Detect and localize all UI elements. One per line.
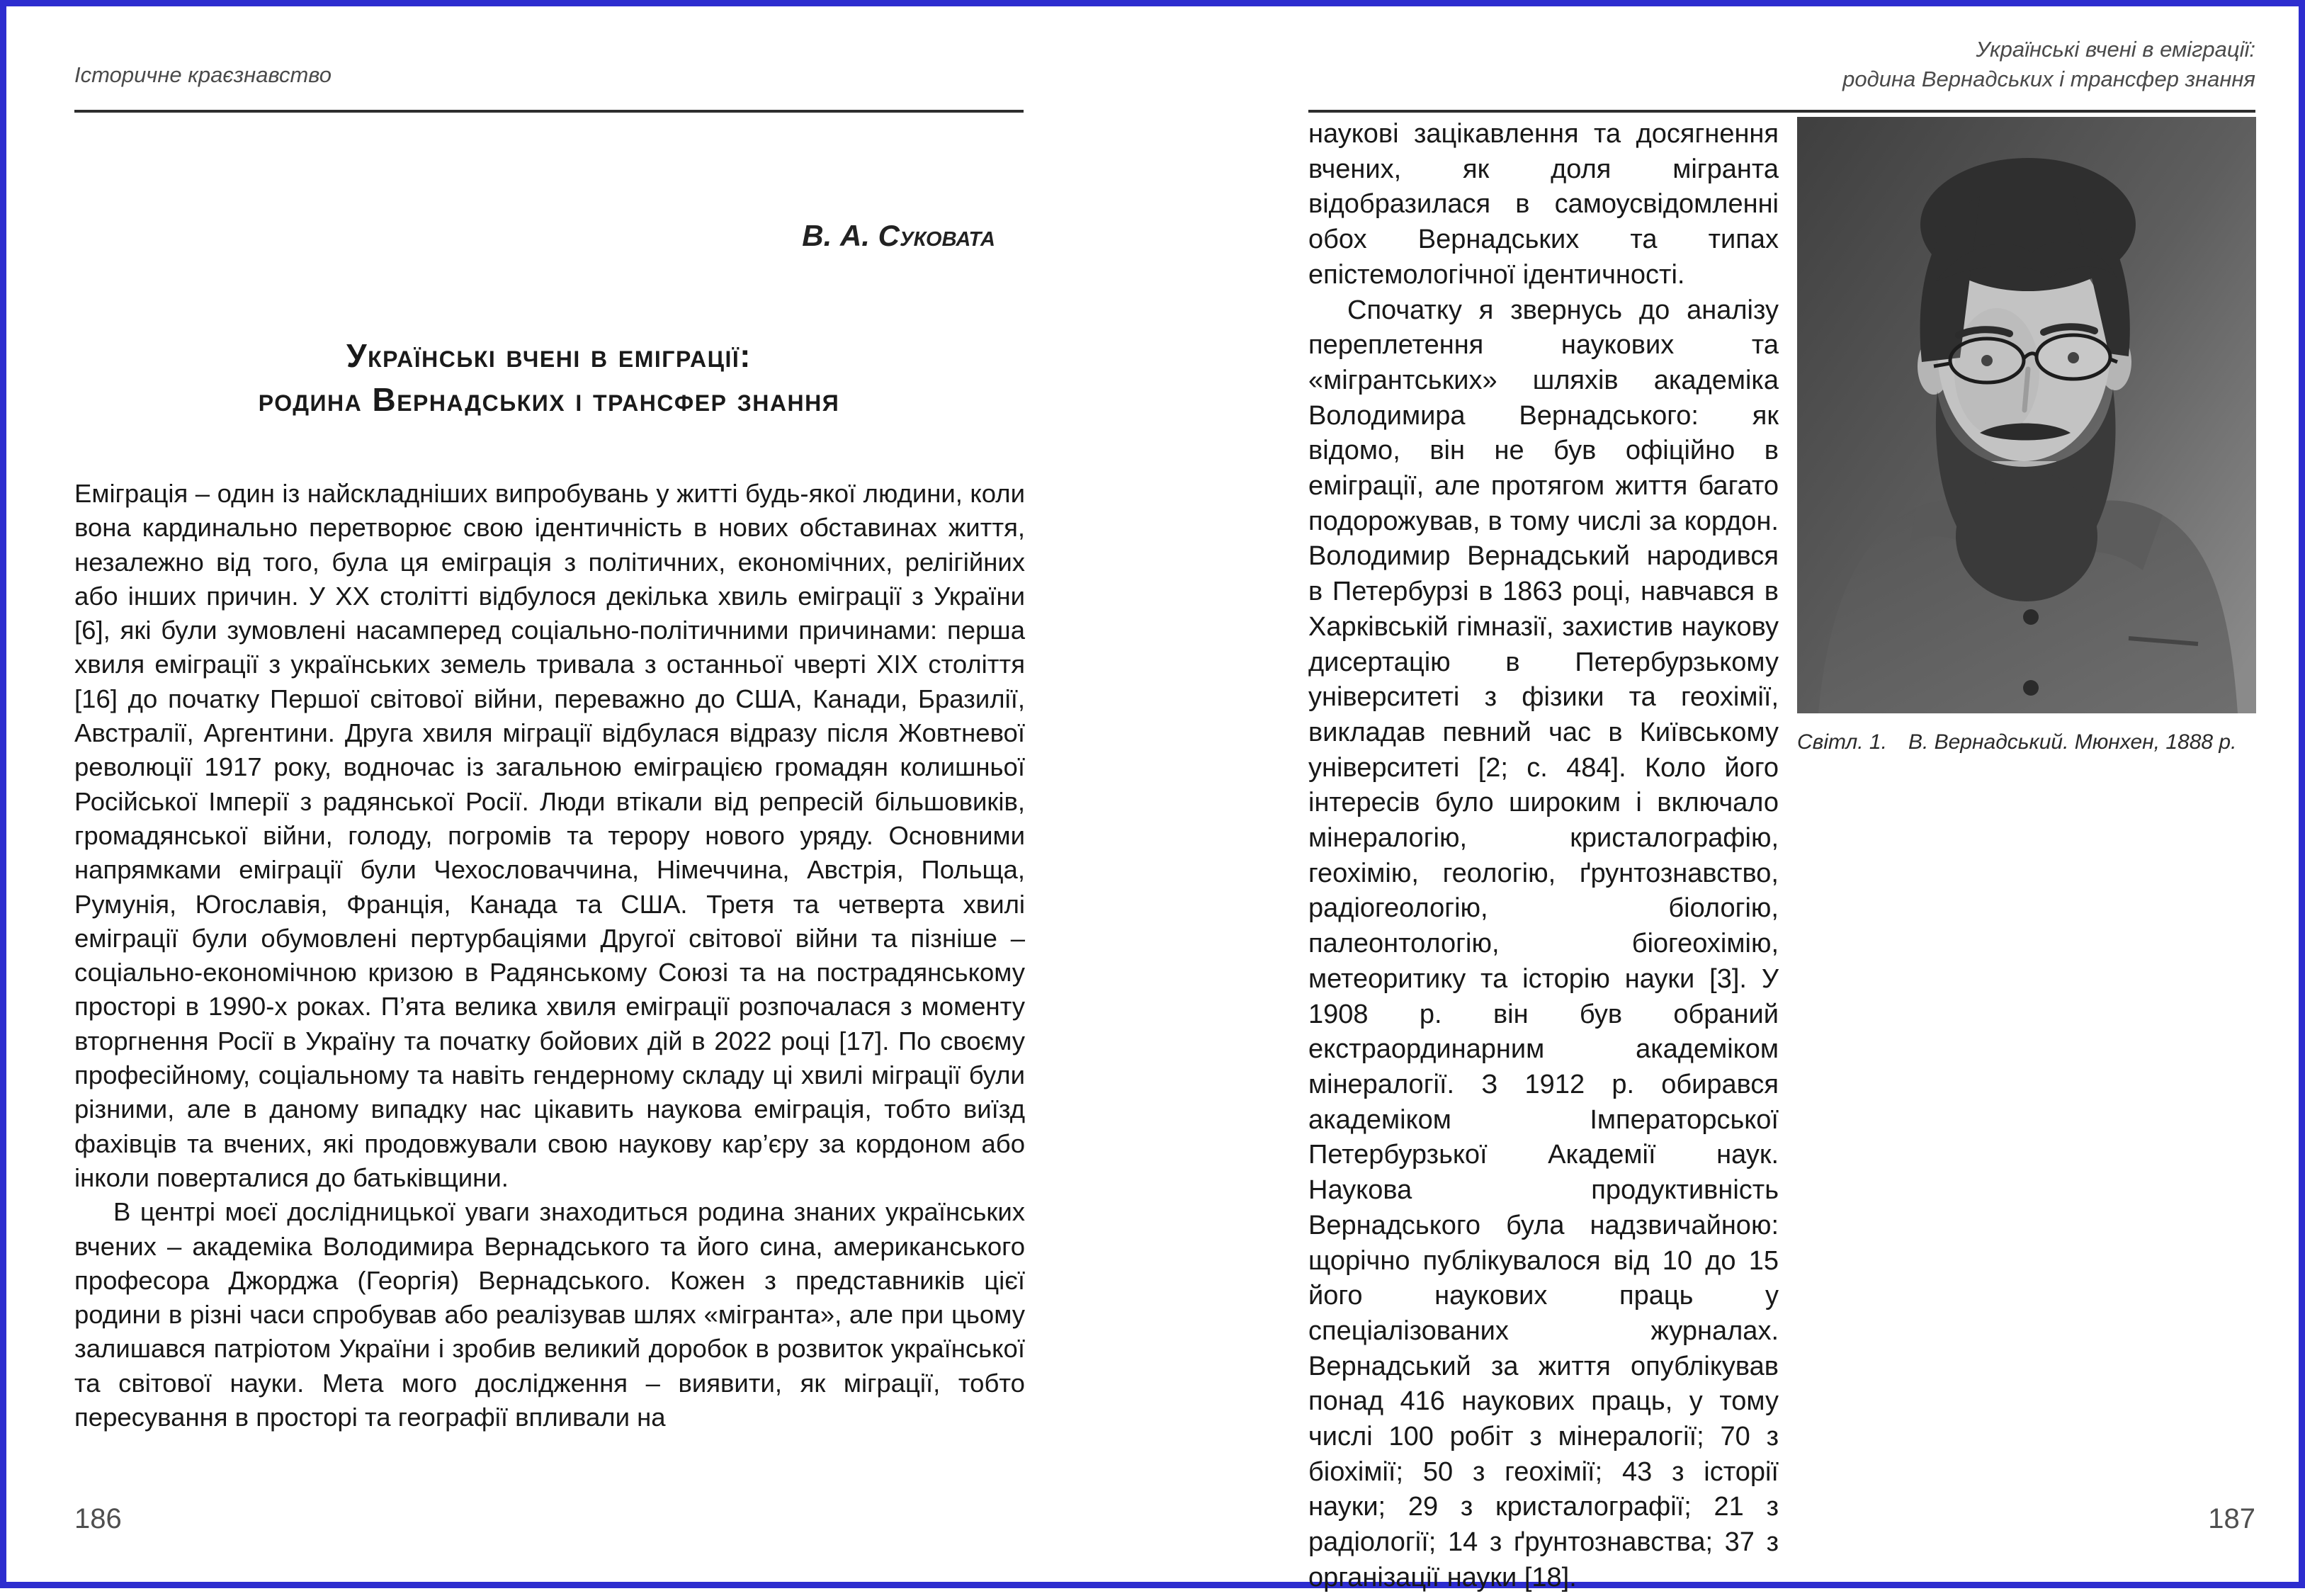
article-title-line2: родина Вернадських і трансфер знання bbox=[258, 381, 840, 418]
paragraph-research-focus: В центрі моєї дослідницької уваги знаходиться родина знаних українських вчених – академіка Володимира Вернадського та його сина, американського професора Джорджа (Георгія) Вернадського. Кожен з представників цієї родини в різні часи спробував або реалізував шлях «мігранта», але при цьому залишався патріотом України і зробив великий доробок в розвиток української та світової науки. Мета мого дослідження – виявити, як міграції, тобто пересування в просторі та географії впливали на bbox=[74, 1197, 1025, 1432]
paragraph-continuation: наукові зацікавлення та досягнення вчених, як доля мігранта відобразилася в самоусвідомленні обох Вернадських та типах епістемологічної ідентичності. bbox=[1308, 119, 1779, 290]
running-header-right bbox=[1842, 35, 2255, 94]
author-name: В. А. Суковата bbox=[802, 219, 995, 252]
running-header-right-line2: родина Вернадських і трансфер знання bbox=[1842, 67, 2255, 91]
page-right bbox=[1159, 6, 2305, 1592]
vernadsky-portrait-photo bbox=[1797, 117, 2256, 713]
header-rule-left bbox=[74, 110, 1024, 113]
figure-vernadsky bbox=[1797, 117, 2256, 754]
figure-caption bbox=[1797, 730, 2256, 754]
running-header-right-line1: Українські вчені в еміграції: bbox=[1976, 37, 2255, 62]
body-text-right bbox=[1308, 117, 1779, 1596]
header-rule-right bbox=[1308, 110, 2255, 113]
paragraph-vernadsky-bio: Спочатку я звернусь до аналізу переплетення наукових та «мігрантських» шляхів академіка Володимира Вернадського: як відомо, він не був офіційно в еміграції, але протягом життя багато подорожував, в тому числі за кордон. Володимир Вернадський народився в Петербурзі в 1863 році, навчався в Харківській гімназії, захистив наукову дисертацію в Петербурзькому університеті з фізики та геохімії, викладав певний час в Київському університеті [2; с. 484]. Коло його інтересів було широким і включало мінералогію, кристалографію, геохімію, геологію, ґрунтознавство, радіогеологію, біологію, палеонтологію, біогеохімію, метеоритику та історію науки [3]. У 1908 р. він був обраний екстраординарним академіком мінералогії. З 1912 р. обирався академіком Імператорської Петербурзької Академії наук. Наукова продуктивність Вернадського була надзвичайною: щорічно публікувалося від 10 до 15 його наукових праць у спеціалізованих журналах. Вернадський за життя опублікував понад 416 наукових праць, у тому числі 100 робіт з мінералогії; 70 з біохімії; 50 з геохімії; 43 з історії науки; 29 з кристалографії; 21 з радіології; 14 з ґрунтознавства; 37 з організації науки [18]. bbox=[1308, 295, 1779, 1592]
body-text-left bbox=[74, 477, 1025, 1434]
page-number-left: 186 bbox=[74, 1503, 122, 1534]
running-header-left: Історичне краєзнавство bbox=[74, 62, 332, 87]
page-left bbox=[6, 6, 1159, 1582]
article-title-line1: Українські вчені в еміграції: bbox=[346, 337, 752, 374]
page-number-right: 187 bbox=[2208, 1503, 2255, 1534]
figure-caption-label: Світл. 1. bbox=[1797, 730, 1887, 754]
paragraph-intro: Еміграція – один із найскладніших випробувань у житті будь-якої людини, коли вона кардинально перетворює свою ідентичність в нових обставинах життя, незалежно від того, була ця еміграція з політичних, економічних, релігійних або інших причин. У ХХ столітті відбулося декілька хвиль еміграції з України [6], які були зумовлені насамперед соціально-політичними причинами: перша хвиля еміграції з українських земель тривала з останньої чверті ХІХ століття [16] до початку Першої світової війни, переважно до США, Канади, Бразилії, Австралії, Аргентини. Друга хвиля міграції відбулася відразу після Жовтневої революції 1917 року, водночас із загальною еміграцією громадян колишньої Російської Імперії з радянської Росії. Люди втікали від репресій більшовиків, громадянської війни, голоду, погромів та терору нового уряду. Основними напрямками еміграції були Чехословаччина, Німеччина, Австрія, Польща, Румунія, Югославія, Франція, Канада та США. Третя та четверта хвилі еміграції були обумовлені пертурбаціями Другої світової війни та пізніше – соціально-економічною кризою в Радянському Союзі та на пострадянському просторі в 1990-х роках. П’ята велика хвиля еміграції розпочалася з моменту вторгнення Росії в Україну та початку бойових дій в 2022 році [17]. По своєму професійному, соціальному та навіть гендерному складу ці хвилі міграції були різними, але в даному випадку нас цікавить наукова еміграція, тобто виїзд фахівців та вчених, які продовжували свою наукову кар’єру за кордоном або інколи поверталися до батьківщини. bbox=[74, 479, 1025, 1192]
article-title bbox=[74, 334, 1024, 421]
figure-caption-text: В. Вернадський. Мюнхен, 1888 р. bbox=[1908, 730, 2237, 754]
